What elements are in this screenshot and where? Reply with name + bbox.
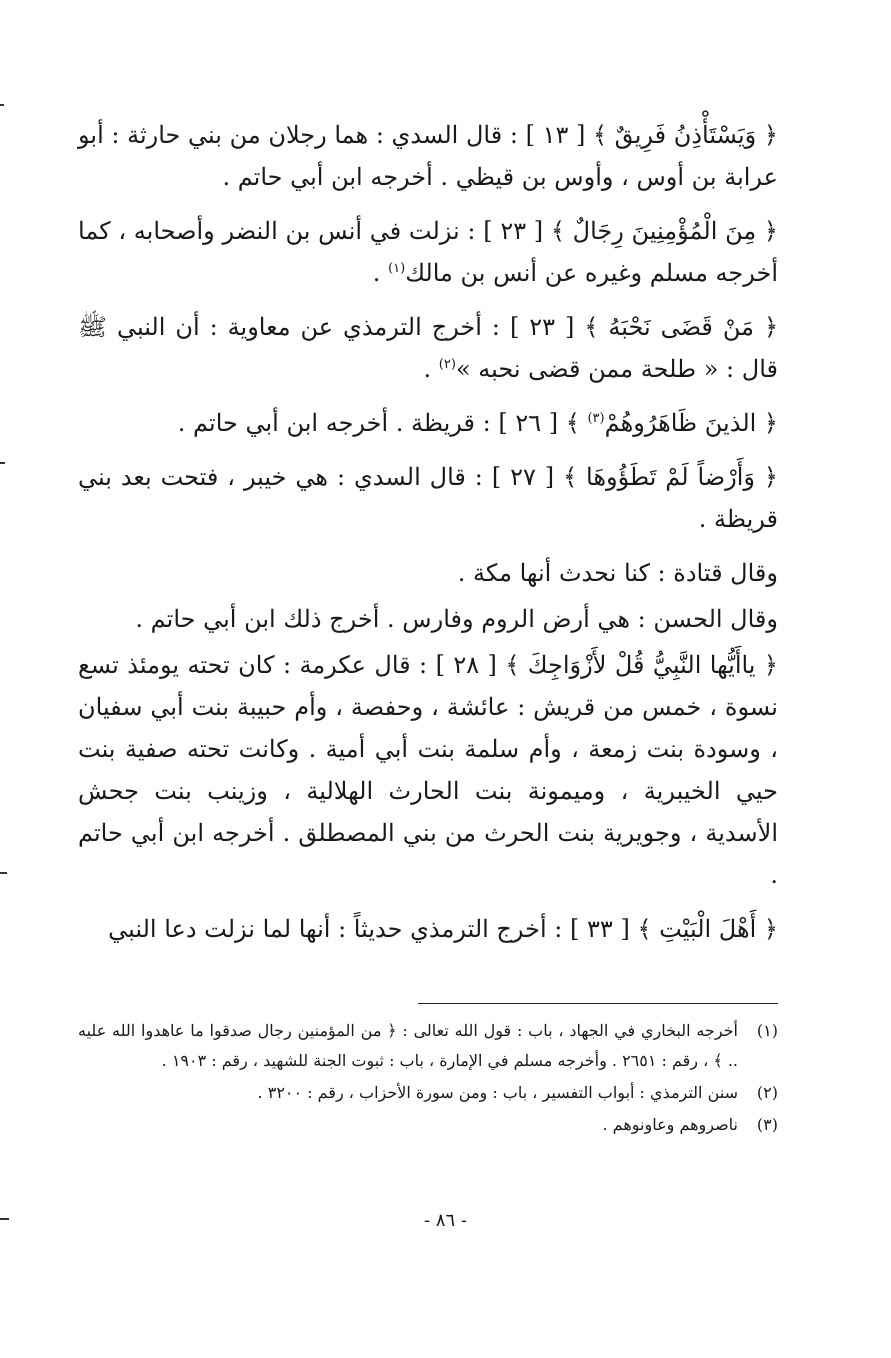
quran-quote-end: ﴾ (565, 409, 580, 437)
verse-ref: [ ٢٣ ] (483, 217, 544, 245)
main-text (78, 114, 778, 962)
footnote-number: (٣) (756, 1115, 778, 1134)
paragraph-text: : نزلت في أنس بن النضر وأصحابه ، كما أخرجه مسلم وغيره عن أنس بن مالك (78, 217, 778, 287)
verse-ref: [ ٢٧ ] (491, 463, 555, 491)
paragraph-6 (78, 552, 778, 594)
paragraph-text: وقال قتادة : كنا نحدث أنها مكة . (457, 559, 778, 587)
footnotes (78, 1016, 778, 1142)
footnote-number: (١) (756, 1021, 778, 1040)
paragraph-text: : قال السدي : هي خيبر ، فتحت بعد بني قريظة . (78, 463, 778, 533)
paragraph-1 (78, 114, 778, 198)
footnote-3 (78, 1110, 778, 1140)
scan-edge-mark (0, 104, 4, 106)
paragraph-text: : قال السدي : هما رجلان من بني حارثة : أبو عرابة بن أوس ، وأوس بن قيظي . أخرجه ابن أبي حاتم . (78, 121, 778, 191)
paragraph-text: : قريظة . أخرجه ابن أبي حاتم . (177, 409, 491, 437)
verse-ref: [ ٢٦ ] (498, 409, 559, 437)
footnote-2 (78, 1078, 778, 1108)
quran-quote: ﴿ ياأَيُّها النَّبِيُّ قُلْ لأَزْوَاجِكَ ﴾ (505, 651, 778, 679)
page-number: - ٨٦ - (424, 1210, 467, 1231)
footnote-ref-1: (١) (388, 261, 406, 276)
scan-edge-mark (0, 1218, 9, 1220)
quran-quote: ﴿ أَهْلَ الْبَيْتِ ﴾ (637, 915, 778, 943)
verse-ref: [ ١٣ ] (525, 121, 586, 149)
footnote-ref-2: (٢) (438, 357, 456, 372)
quran-quote-text: ﴿ الذينَ ظَاهَرُوهُمْ (604, 409, 778, 437)
paragraph-2 (78, 210, 778, 294)
quran-quote: ﴿ وَأَرْضاً لَمْ تَطَؤُوهَا ﴾ (563, 463, 778, 491)
footnote-number: (٢) (756, 1083, 778, 1102)
paragraph-4 (78, 402, 778, 444)
footnote-1 (78, 1016, 778, 1076)
paragraph-end: . (423, 355, 432, 383)
footnote-text: أخرجه البخاري في الجهاد ، باب : قول الله تعالى : ﴿ من المؤمنين رجال صدقوا ما عاهدوا الله عليه .. ﴾ ، رقم : ٢٦٥١ . وأخرجه مسلم في الإمارة ، باب : ثبوت الجنة للشهيد ، رقم : ١٩٠٣ . (78, 1021, 738, 1070)
scan-edge-mark (0, 872, 7, 874)
quran-quote (566, 409, 778, 437)
footnote-ref-3: (٣) (587, 411, 605, 426)
verse-ref: [ ٢٨ ] (435, 651, 497, 679)
footnote-text: سنن الترمذي : أبواب التفسير ، باب : ومن سورة الأحزاب ، رقم : ٣٢٠٠ . (257, 1083, 738, 1102)
footnote-separator (418, 1003, 778, 1004)
paragraph-end: . (372, 259, 381, 287)
paragraph-3 (78, 306, 778, 390)
footnote-text: ناصروهم وعاونوهم . (602, 1115, 738, 1134)
paragraph-9 (78, 908, 778, 950)
verse-ref: [ ٣٣ ] (570, 915, 630, 943)
paragraph-text: : أخرج الترمذي حديثاً : أنها لما نزلت دعا النبي (108, 915, 563, 943)
paragraph-7 (78, 598, 778, 640)
verse-ref: [ ٢٣ ] (509, 313, 575, 341)
paragraph-text: وقال الحسن : هي أرض الروم وفارس . أخرج ذلك ابن أبي حاتم . (135, 605, 778, 633)
quran-quote: ﴿ مِنَ الْمُؤْمِنِينَ رِجَالٌ ﴾ (550, 217, 778, 245)
quran-quote: ﴿ وَيَسْتَأْذِنُ فَرِيقٌ ﴾ (592, 121, 778, 149)
scan-edge-mark (0, 462, 5, 464)
paragraph-5 (78, 456, 778, 540)
paragraph-text: : قال عكرمة : كان تحته يومئذ تسع نسوة ، خمس من قريش : عائشة ، وحفصة ، وأم حبيبة بنت أبي سفيان ، وسودة بنت زمعة ، وأم سلمة بنت أبي أمية . وكانت تحته صفية بنت حيي الخيبرية ، وميمونة بنت الحارث الهلالية ، وزينب بنت جحش الأسدية ، وجويرية بنت الحرث من بني المصطلق . أخرجه ابن أبي حاتم . (78, 651, 778, 889)
paragraph-8 (78, 644, 778, 896)
paragraph-text: : أخرج الترمذي عن معاوية : أن النبي ﷺ قال : « طلحة ممن قضى نحبه » (78, 313, 778, 383)
quran-quote: ﴿ مَنْ قَضَى نَحْبَهُ ﴾ (584, 313, 778, 341)
